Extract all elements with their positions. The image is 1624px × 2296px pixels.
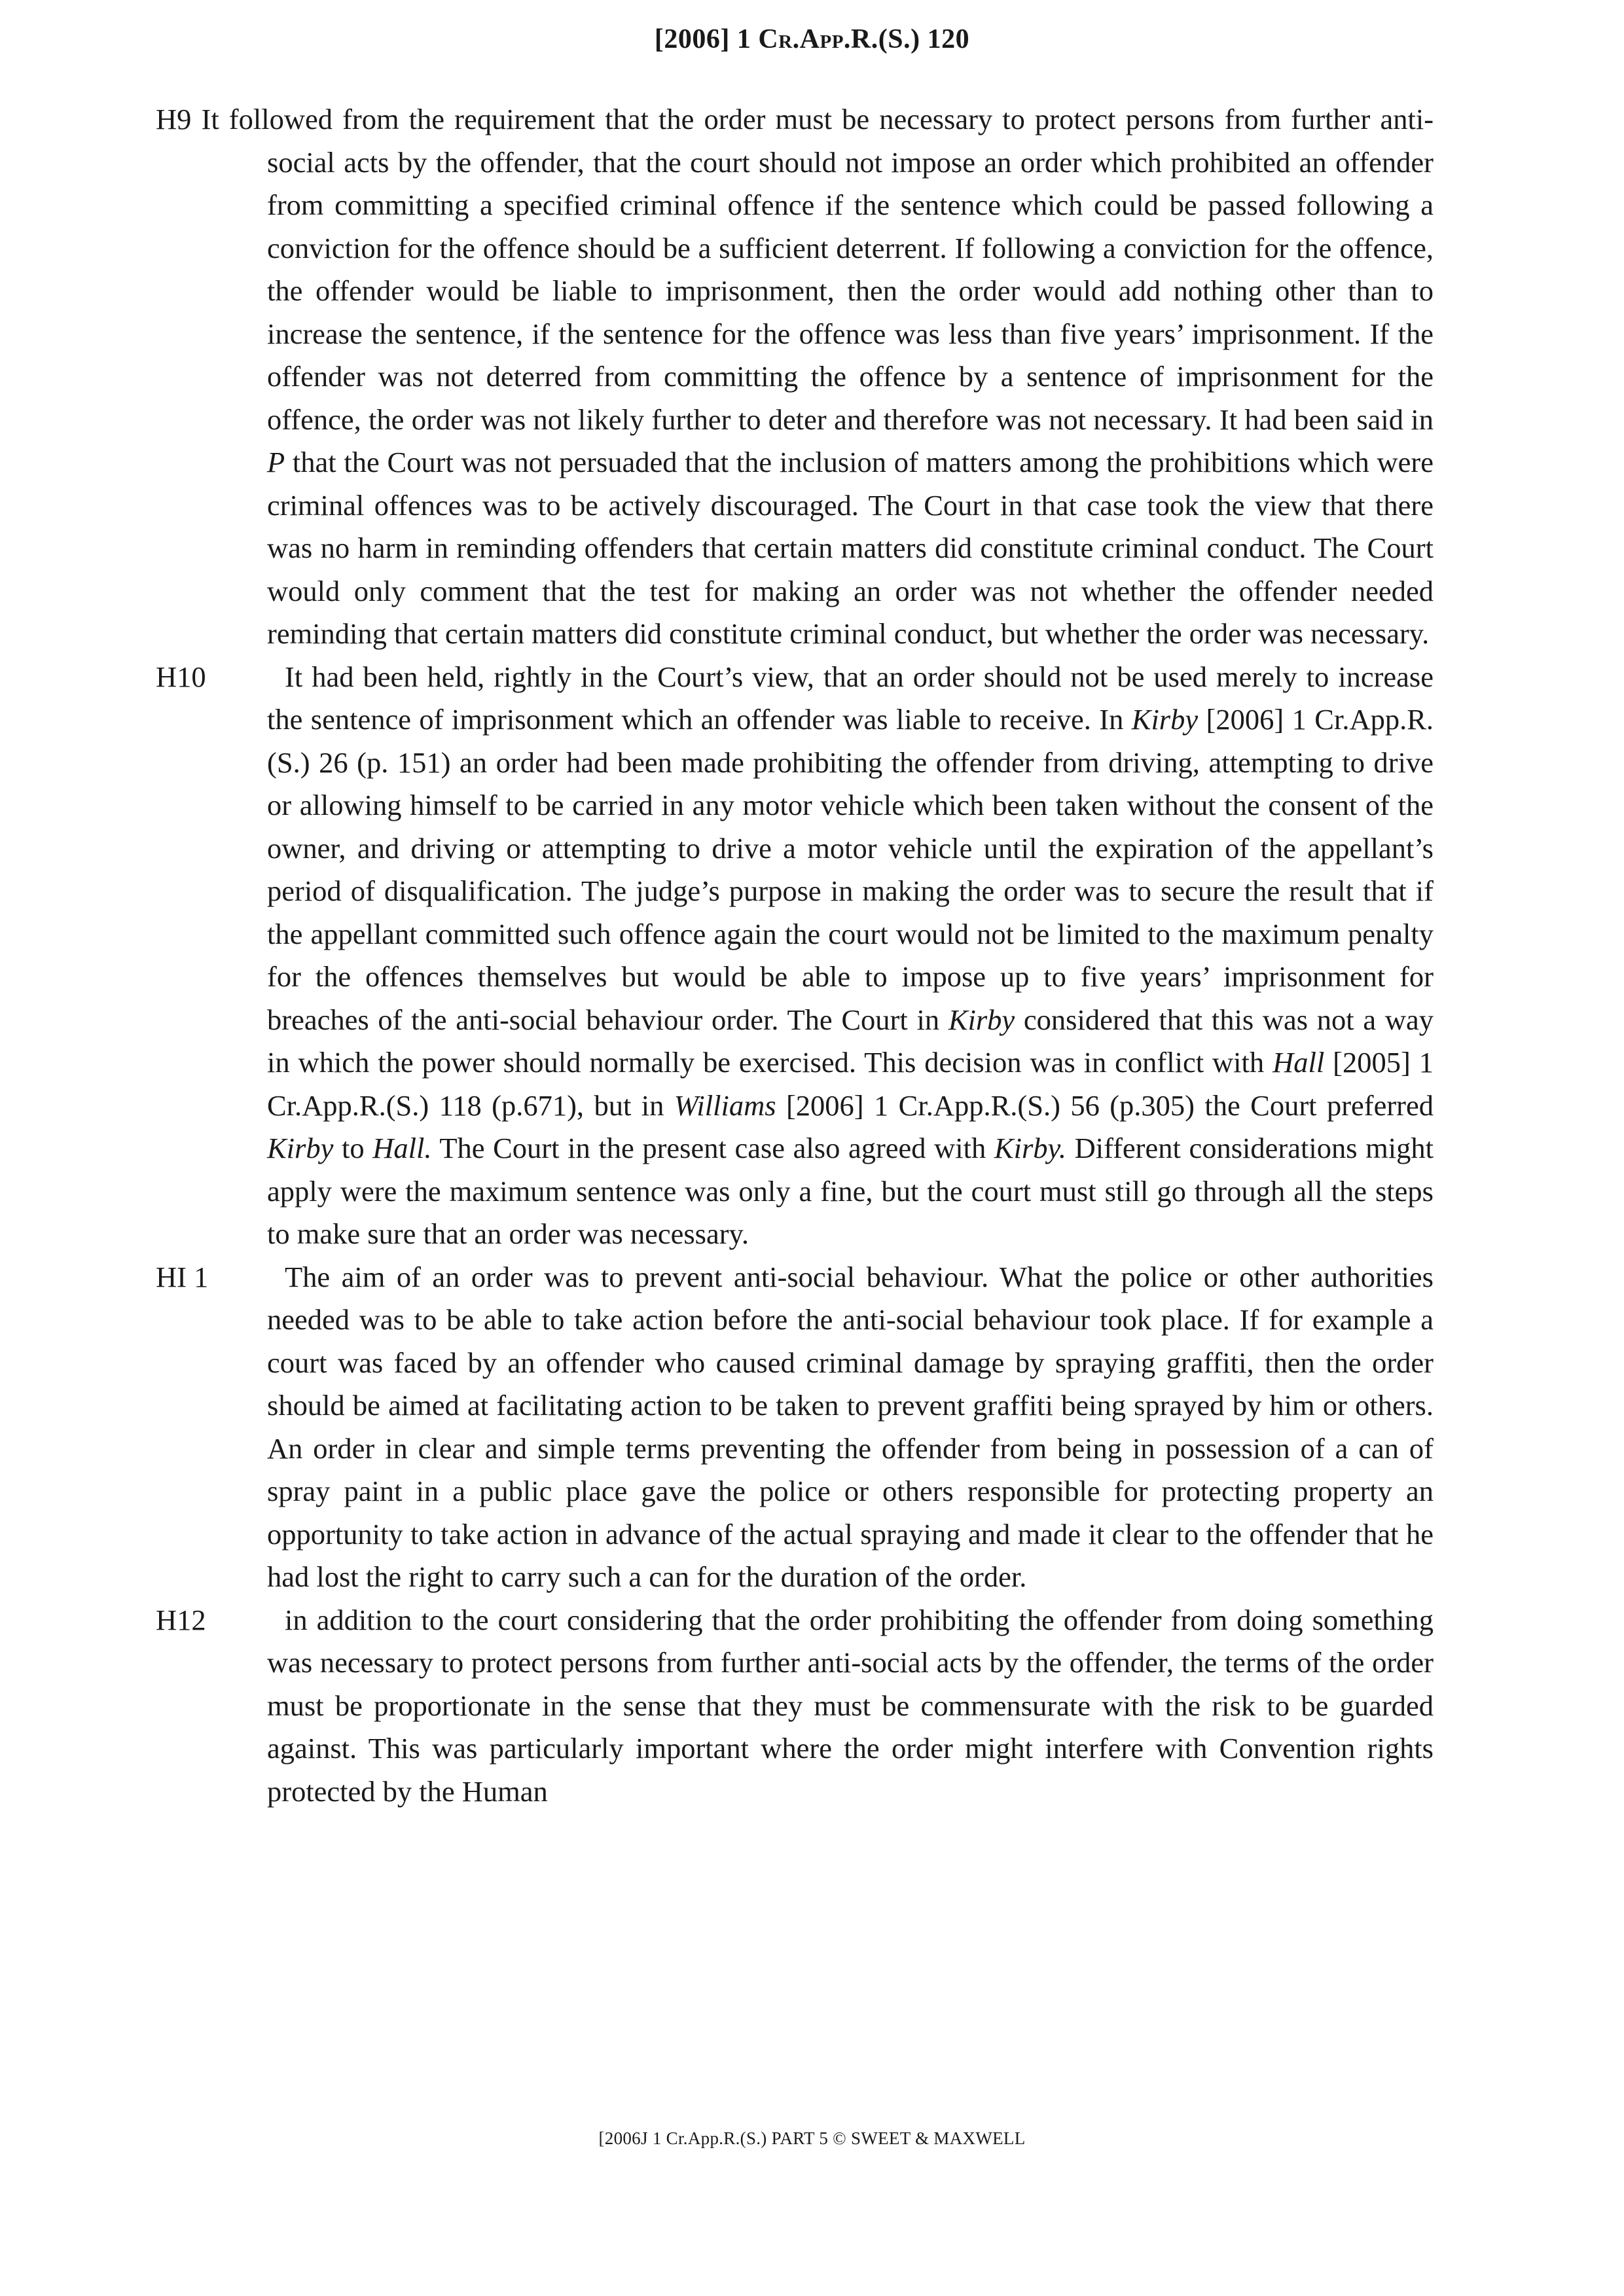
case-name: P	[267, 446, 285, 478]
case-name: Williams	[674, 1088, 776, 1122]
header-page-number: 120	[920, 24, 970, 54]
text-run: [2006] 1 Cr.App.R.(S.) 26 (p. 151) an order had been made prohibiting the offender from driving, attempting to drive or allowing himself to be carried in any motor vehicle which been taken without the consent of the owner, and driving or attempting to drive a motor vehicle until the expiration of the appellant’s period of disqualification. The judge’s purpose in making the order was to secure the result that if the appellant committed such offence again the court would not be limited to the maximum penalty for the offences themselves but would be able to impose up to five years’ imprisonment for breaches of the anti-social behaviour order. The Court in	[267, 703, 1434, 1036]
page-footer: [2006J 1 Cr.App.R.(S.) PART 5 © SWEET & MAXWELL	[598, 2128, 1026, 2148]
headnote-paragraph-h11	[156, 1256, 1434, 1599]
paragraph-marker: H12	[156, 1603, 206, 1636]
text-run: The aim of an order was to prevent anti-social behaviour. What the police or other authorities needed was to be able to take action before the anti-social behaviour took place. If for example a court was faced by an offender who caused criminal damage by spraying graffiti, then the order should be aimed at facilitating action to be taken to prevent graffiti being sprayed by him or others. An order in clear and simple terms preventing the offender from being in possession of a can of spray paint in a public place gave the police or others responsible for protecting property an opportunity to take action in advance of the actual spraying and made it clear to the offender that he had lost the right to carry such a can for the duration of the order.	[267, 1260, 1434, 1593]
text-run: The Court in the present case also agreed with	[431, 1132, 994, 1164]
paragraph-marker: HI 1	[156, 1260, 209, 1293]
headnote-paragraph-h10	[156, 656, 1434, 1256]
text-run: It had been held, rightly in the Court’s view, that an order should not be used merely to increase the sentence of imprisonment which an offender was liable to receive. In	[267, 660, 1434, 736]
text-run: to	[333, 1132, 373, 1164]
paragraph-text	[267, 656, 1434, 1256]
case-name: Kirby	[267, 1132, 334, 1164]
header-citation-prefix: [2006] 1	[654, 24, 759, 54]
header-reporter: Cr.App.R.(S.)	[758, 24, 920, 54]
text-run: [2005] 1 Cr.App.R.(S.) 118 (p.671), but in	[267, 1046, 1434, 1122]
text-run: Different considerations might apply were the maximum sentence was only a fine, but the court must still go through all the steps to make sure that an order was necessary.	[267, 1132, 1434, 1250]
text-run: considered that this was not a way in which the power should normally be exercised. This decision was in conflict with	[267, 1003, 1434, 1079]
case-name: Kirby	[1131, 703, 1199, 736]
text-run: in addition to the court considering that the order prohibiting the offender from doing something was necessary to protect persons from further anti-social acts by the offender, the terms of the order must be proportionate in the sense that they must be commensurate with the risk to be guarded against. This was particularly important where the order might interfere with Convention rights protected by the Human	[267, 1603, 1434, 1808]
case-name: Kirby	[948, 1003, 1015, 1036]
paragraph-text	[156, 98, 1434, 656]
text-run: It followed from the requirement that the order must be necessary to protect persons from further anti-social acts by the offender, that the court should not impose an order which prohibited an offender from committing a specified criminal offence if the sentence which could be passed following a conviction for the offence should be a sufficient deterrent. If following a conviction for the offence, the offender would be liable to imprisonment, then the order would add nothing other than to increase the sentence, if the sentence for the offence was less than five years’ imprisonment. If the offender was not deterred from committing the offence by a sentence of imprisonment for the offence, the order was not likely further to deter and therefore was not necessary. It had been said in	[201, 103, 1434, 436]
paragraph-marker: H9	[156, 103, 192, 135]
headnote-body	[156, 98, 1434, 1813]
case-name: Hall.	[372, 1132, 432, 1164]
headnote-paragraph-h9	[156, 98, 1434, 656]
text-run: [2006] 1 Cr.App.R.(S.) 56 (p.305) the Court preferred	[776, 1088, 1434, 1122]
paragraph-text	[267, 1256, 1434, 1599]
paragraph-marker: H10	[156, 660, 206, 693]
case-name: Kirby.	[994, 1132, 1066, 1164]
paragraph-text	[267, 1599, 1434, 1814]
headnote-paragraph-h12	[156, 1599, 1434, 1814]
case-name: Hall	[1272, 1046, 1325, 1079]
running-header	[0, 24, 1624, 55]
text-run: that the Court was not persuaded that the inclusion of matters among the prohibitions which were criminal offences was to be actively discouraged. The Court in that case took the view that there was no harm in reminding offenders that certain matters did constitute criminal conduct. The Court would only comment that the test for making an order was not whether the offender needed reminding that certain matters did constitute criminal conduct, but whether the order was necessary.	[267, 446, 1434, 650]
